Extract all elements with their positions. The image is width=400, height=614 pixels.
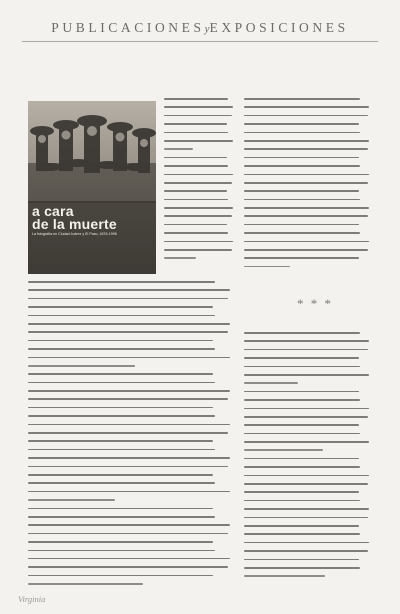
text-line bbox=[244, 199, 360, 201]
text-line bbox=[244, 132, 360, 134]
text-line bbox=[244, 559, 359, 561]
text-line bbox=[244, 340, 369, 342]
text-line bbox=[244, 215, 368, 217]
text-line bbox=[28, 449, 215, 451]
text-line bbox=[28, 466, 228, 468]
text-line bbox=[164, 123, 227, 125]
section-separator: * * * bbox=[297, 296, 333, 311]
text-line bbox=[244, 366, 360, 368]
text-line bbox=[164, 165, 228, 167]
text-line bbox=[244, 449, 323, 451]
page-folio: Virginia bbox=[18, 594, 46, 604]
text-line bbox=[244, 500, 360, 502]
text-line bbox=[28, 508, 213, 510]
text-line bbox=[244, 533, 360, 535]
header-rule bbox=[22, 41, 378, 42]
text-line bbox=[164, 140, 233, 142]
text-line bbox=[244, 257, 359, 259]
text-line bbox=[164, 249, 232, 251]
book-cover-image bbox=[28, 101, 156, 274]
text-line bbox=[28, 541, 213, 543]
text-line bbox=[244, 140, 369, 142]
running-head-conjunction: y bbox=[204, 23, 210, 35]
text-line bbox=[244, 475, 369, 477]
text-line bbox=[244, 575, 325, 577]
cover-subtitle: La fotografía en Ciudad Juárez y El Paso, 1876-1996 bbox=[32, 232, 117, 236]
text-line bbox=[244, 357, 359, 359]
text-line bbox=[28, 583, 143, 585]
text-line bbox=[244, 249, 368, 251]
text-line bbox=[28, 340, 213, 342]
text-line bbox=[28, 524, 230, 526]
text-line bbox=[28, 390, 230, 392]
text-line bbox=[164, 98, 228, 100]
text-line bbox=[244, 190, 359, 192]
text-line bbox=[28, 516, 215, 518]
text-line bbox=[28, 281, 215, 283]
text-line bbox=[244, 349, 368, 351]
cover-title bbox=[32, 205, 117, 231]
text-line bbox=[28, 331, 228, 333]
text-line bbox=[244, 115, 368, 117]
text-line bbox=[28, 348, 215, 350]
column-wide-text-lines bbox=[28, 281, 234, 591]
text-line bbox=[164, 115, 232, 117]
text-line bbox=[244, 491, 359, 493]
text-line bbox=[244, 382, 298, 384]
text-line bbox=[244, 424, 359, 426]
text-line bbox=[244, 232, 360, 234]
text-line bbox=[244, 123, 359, 125]
running-head bbox=[0, 20, 400, 36]
text-line bbox=[244, 550, 368, 552]
text-line bbox=[244, 508, 369, 510]
text-line bbox=[28, 566, 228, 568]
text-line bbox=[28, 365, 135, 367]
text-line bbox=[244, 542, 369, 544]
text-line bbox=[28, 415, 215, 417]
text-line bbox=[28, 373, 213, 375]
column-middle-text-lines bbox=[164, 98, 234, 266]
text-line bbox=[164, 174, 233, 176]
text-line bbox=[28, 440, 213, 442]
column-right-bottom-text-lines bbox=[244, 332, 372, 584]
text-line bbox=[244, 182, 368, 184]
text-line bbox=[28, 482, 215, 484]
text-line bbox=[28, 575, 213, 577]
text-line bbox=[28, 289, 230, 291]
text-line bbox=[164, 106, 233, 108]
text-line bbox=[164, 241, 233, 243]
text-line bbox=[244, 517, 368, 519]
text-line bbox=[244, 374, 369, 376]
text-line bbox=[28, 398, 228, 400]
text-line bbox=[244, 441, 369, 443]
text-line bbox=[28, 499, 115, 501]
text-line bbox=[28, 457, 230, 459]
text-line bbox=[28, 382, 215, 384]
text-line bbox=[244, 207, 369, 209]
text-line bbox=[244, 466, 360, 468]
running-head-right: EXPOSICIONES bbox=[209, 20, 349, 35]
text-line bbox=[164, 224, 227, 226]
cover-photo bbox=[28, 101, 156, 274]
text-line bbox=[244, 266, 290, 268]
text-line bbox=[28, 474, 213, 476]
text-line bbox=[164, 157, 227, 159]
column-right-top-text-lines bbox=[244, 98, 372, 274]
text-line bbox=[244, 148, 368, 150]
text-line bbox=[164, 199, 228, 201]
text-line bbox=[244, 567, 360, 569]
text-line bbox=[28, 533, 228, 535]
text-line bbox=[164, 232, 228, 234]
text-line bbox=[164, 215, 232, 217]
text-line bbox=[28, 424, 230, 426]
text-line bbox=[164, 190, 227, 192]
text-line bbox=[244, 433, 360, 435]
text-line bbox=[244, 391, 359, 393]
text-line bbox=[28, 323, 230, 325]
text-line bbox=[244, 106, 369, 108]
text-line bbox=[244, 458, 359, 460]
text-line bbox=[244, 241, 369, 243]
text-line bbox=[244, 483, 368, 485]
text-line bbox=[244, 408, 369, 410]
cover-title-line-2: de la muerte bbox=[32, 216, 117, 232]
text-line bbox=[164, 182, 232, 184]
text-line bbox=[28, 550, 215, 552]
text-line bbox=[28, 558, 230, 560]
text-line bbox=[28, 306, 213, 308]
text-line bbox=[28, 357, 230, 359]
text-line bbox=[164, 257, 196, 259]
text-line bbox=[244, 416, 368, 418]
text-line bbox=[28, 315, 215, 317]
text-line bbox=[28, 407, 213, 409]
text-line bbox=[244, 525, 359, 527]
text-line bbox=[244, 165, 360, 167]
text-line bbox=[244, 224, 359, 226]
text-line bbox=[164, 132, 228, 134]
text-line bbox=[164, 207, 233, 209]
cover-title-line-1: a cara bbox=[32, 203, 74, 219]
text-line bbox=[244, 332, 360, 334]
text-line bbox=[244, 174, 369, 176]
text-line bbox=[28, 298, 228, 300]
text-line bbox=[244, 157, 359, 159]
text-line bbox=[28, 491, 230, 493]
text-line bbox=[164, 148, 193, 150]
running-head-left: PUBLICACIONES bbox=[51, 20, 205, 35]
text-line bbox=[28, 432, 228, 434]
text-line bbox=[244, 399, 360, 401]
text-line bbox=[244, 98, 360, 100]
